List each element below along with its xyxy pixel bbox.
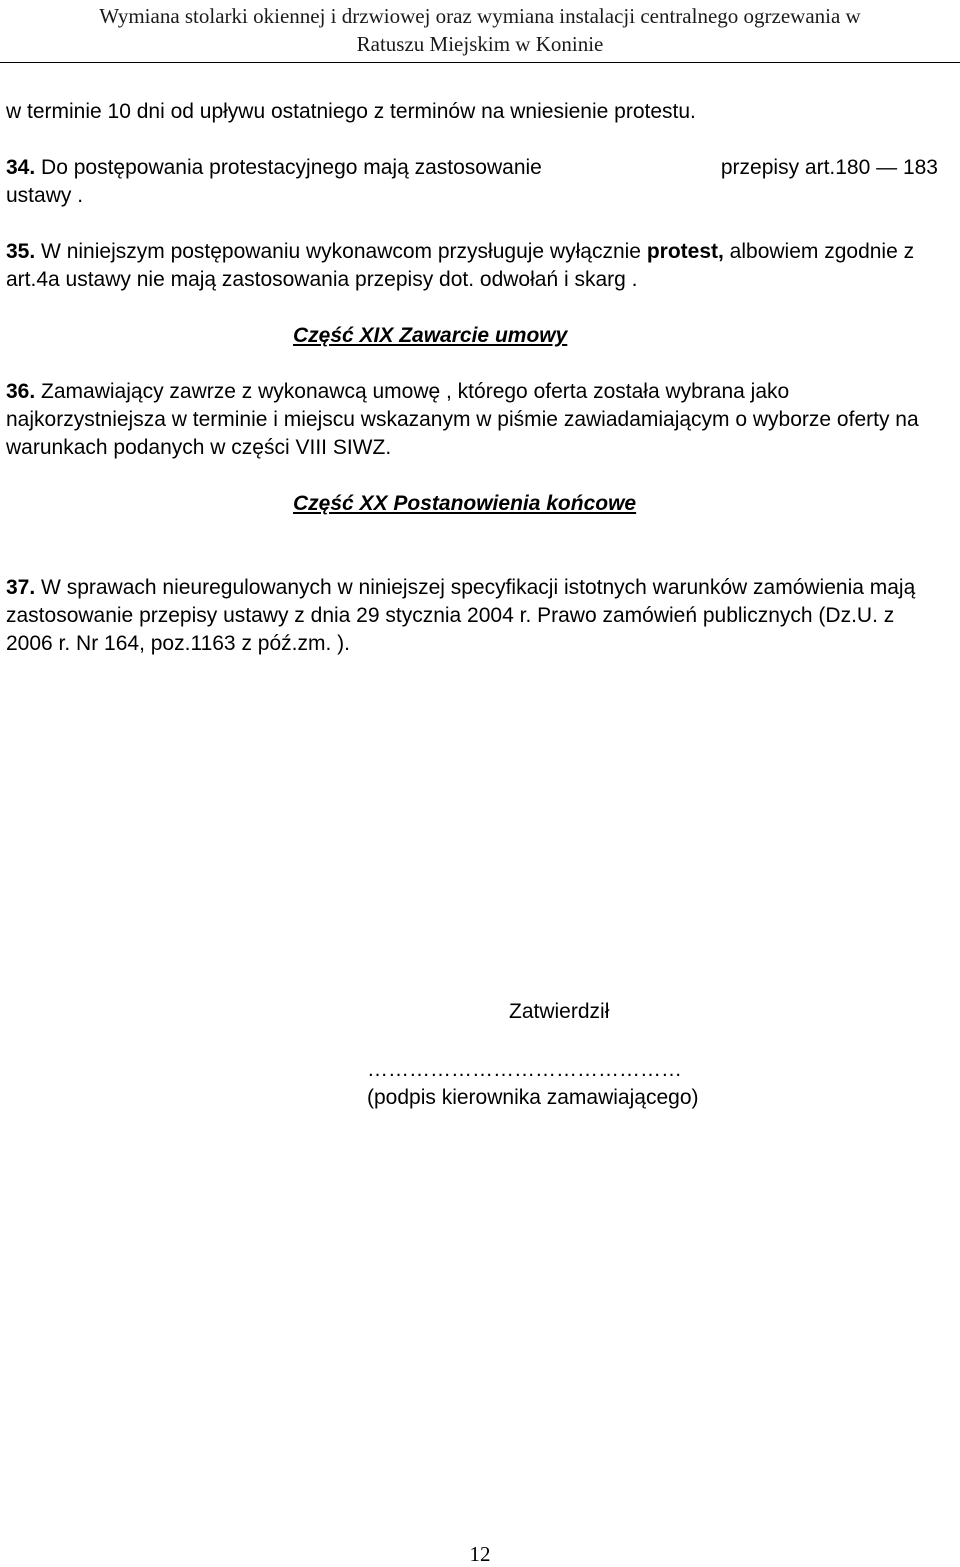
paragraph-34 [6, 154, 938, 182]
paragraph-34-right-text: przepisy art.180 — 183 [720, 156, 938, 179]
paragraph-36 [6, 378, 940, 462]
paragraph-36-text: Zamawiający zawrze z wykonawcą umowę , którego oferta została wybrana jako najkorzystniejsza w terminie i miejscu wskazanym w piśmie zawiadamiającym o wyborze oferty na warunkach podanych w części VIII SIWZ. [6, 380, 919, 459]
paragraph-35 [6, 238, 940, 294]
paragraph-35-bold-word: protest, [646, 240, 724, 263]
paragraph-34-number: 34. [6, 156, 36, 179]
page-number: 12 [469, 1542, 491, 1566]
paragraph-36-number: 36. [6, 380, 36, 403]
signature-dotted-line: ……………………………………… [367, 1058, 682, 1081]
paragraph-35-number: 35. [6, 240, 36, 263]
paragraph-37-number: 37. [6, 576, 36, 599]
paragraph-intro [6, 98, 940, 126]
approved-by-label: Zatwierdził [509, 1000, 610, 1023]
paragraph-37-text: W sprawach nieuregulowanych w niniejszej specyfikacji istotnych warunków zamówienia mają zastosowanie przepisy ustawy z dnia 29 stycznia 2004 r. Prawo zamówień publicznych (Dz.U. z 2006 r. Nr 164, poz.1163 z póź.zm. ). [6, 576, 916, 655]
section-heading-xix: Część XIX Zawarcie umowy [293, 324, 568, 347]
paragraph-34-left-text: Do postępowania protestacyjnego mają zastosowanie [41, 156, 542, 179]
header-line-2: Ratuszu Miejskim w Koninie [356, 32, 604, 56]
header-line-1: Wymiana stolarki okiennej i drzwiowej oraz wymiana instalacji centralnego ogrzewania w [99, 4, 861, 28]
paragraph-35-text-after: albowiem zgodnie z art.4a ustawy nie mają zastosowania przepisy dot. odwołań i skarg . [6, 240, 915, 291]
document-header [0, 2, 960, 58]
paragraph-intro-text: w terminie 10 dni od upływu ostatniego z terminów na wniesienie protestu. [6, 100, 696, 123]
header-divider [0, 62, 960, 63]
paragraph-35-text-before: W niniejszym postępowaniu wykonawcom przysługuje wyłącznie [41, 240, 641, 263]
paragraph-34-line-2: ustawy . [6, 184, 84, 207]
paragraph-37 [6, 574, 940, 658]
section-heading-xx: Część XX Postanowienia końcowe [293, 492, 637, 515]
signature-caption: (podpis kierownika zamawiającego) [367, 1086, 699, 1109]
paragraph-34-left [6, 154, 542, 182]
